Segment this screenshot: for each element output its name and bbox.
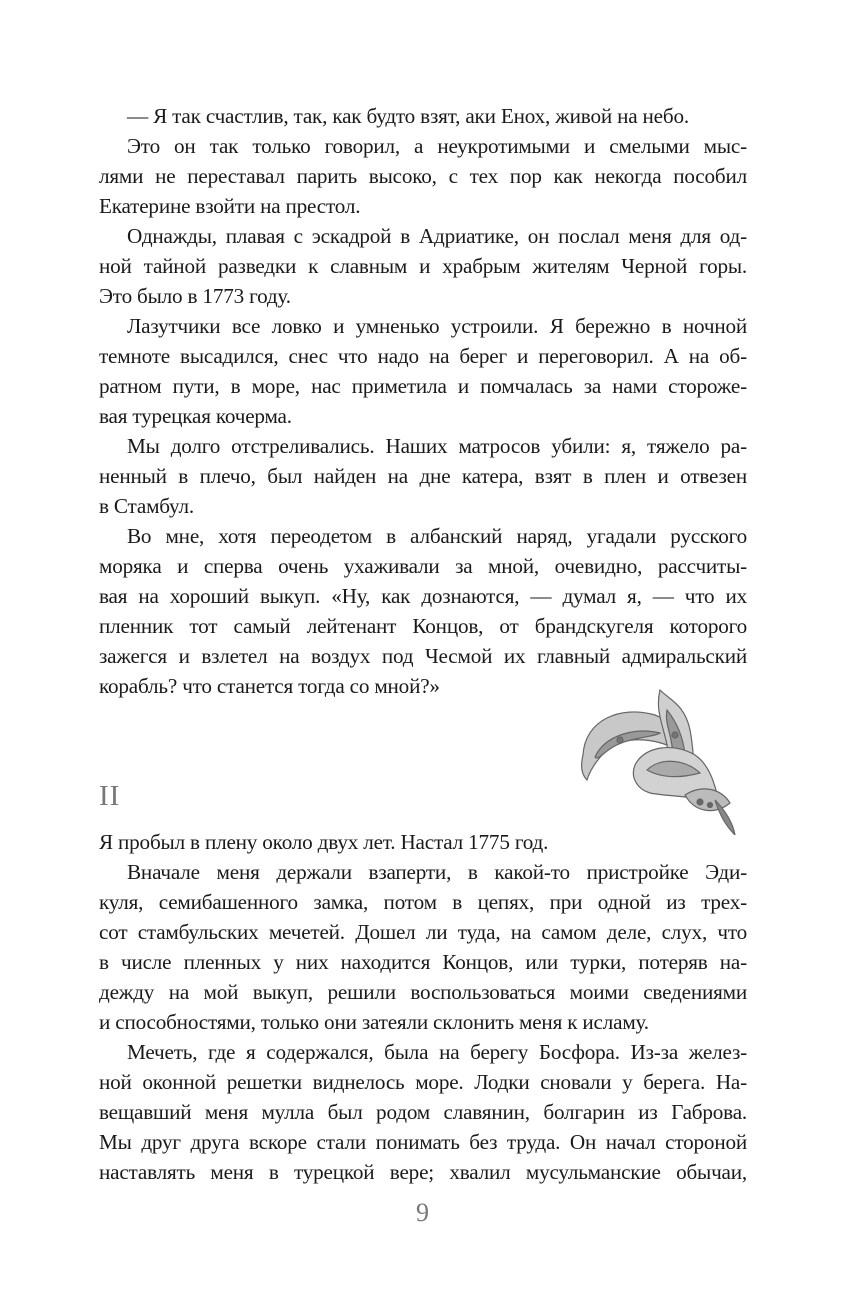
text-line: корабль? что станется тогда со мной?»	[99, 674, 440, 698]
text-line: в числе пленных у них находится Концов, или турки, потеряв на-	[99, 950, 747, 974]
text-line: в Стамбул.	[99, 494, 194, 518]
text-line: Мы долго отстреливались. Наших матросов убили: я, тяжело ра-	[127, 434, 747, 458]
text-line: и способностями, только они затеяли склонить меня к исламу.	[99, 1010, 649, 1034]
text-line: ратном пути, в море, нас приметила и помчалась за нами стороже-	[99, 374, 747, 398]
page-number: 9	[416, 1198, 429, 1227]
paragraph	[99, 857, 747, 1037]
paisley-ornament-icon	[575, 685, 745, 835]
paragraph	[99, 221, 747, 311]
text-line: ненный в плечо, был найден на дне катера, взят в плен и отвезен	[99, 464, 747, 488]
text-line: зажегся и взлетел на воздух под Чесмой их главный адмиральский	[99, 644, 747, 668]
text-line: Это было в 1773 году.	[99, 284, 291, 308]
text-line: моряка и сперва очень ухаживали за мной, очевидно, рассчиты-	[99, 554, 747, 578]
text-line: Лазутчики все ловко и умненько устроили. Я бережно в ночной	[127, 314, 747, 338]
paragraph	[99, 431, 747, 521]
text-line: сот стамбульских мечетей. Дошел ли туда, на самом деле, слух, что	[99, 920, 747, 944]
text-line: вещавший меня мулла был родом славянин, болгарин из Габрова.	[99, 1100, 747, 1124]
text-line: дежду на мой выкуп, решили воспользоваться моими сведениями	[99, 980, 747, 1004]
paragraph	[99, 101, 747, 131]
paragraph	[99, 311, 747, 431]
text-line: куля, семибашенного замка, потом в цепях, при одной из трех-	[99, 890, 747, 914]
text-line: вая на хороший выкуп. «Ну, как дознаются, — думал я, — что их	[99, 584, 747, 608]
paragraph	[99, 827, 747, 857]
text-line: Вначале меня держали взаперти, в какой-то пристройке Эди-	[127, 860, 747, 884]
text-line: наставлять меня в турецкой вере; хвалил мусульманские обычаи,	[99, 1160, 747, 1184]
text-line: лями не переставал парить высоко, с тех пор как некогда пособил	[99, 164, 747, 188]
text-line: ной оконной решетки виднелось море. Лодки сновали у берега. На-	[99, 1070, 747, 1094]
text-line: Мы друг друга вскоре стали понимать без труда. Он начал стороной	[99, 1130, 747, 1154]
text-line: Это он так только говорил, а неукротимыми и смелыми мыс-	[127, 134, 747, 158]
chapter-heading: II	[99, 780, 121, 812]
text-line: пленник тот самый лейтенант Концов, от брандскугеля которого	[99, 614, 747, 638]
paragraph	[99, 1037, 747, 1187]
text-line: вая турецкая кочерма.	[99, 404, 292, 428]
text-section-2	[99, 827, 747, 1187]
text-line: темноте высадился, снес что надо на берег и переговорил. А на об-	[99, 344, 747, 368]
text-line: — Я так счастлив, так, как будто взят, аки Енох, живой на небо.	[127, 104, 689, 128]
text-line: Мечеть, где я содержался, была на берегу Босфора. Из-за желез-	[127, 1040, 747, 1064]
text-line: Во мне, хотя переодетом в албанский наряд, угадали русского	[127, 524, 747, 548]
text-line: Однажды, плавая с эскадрой в Адриатике, он послал меня для од-	[127, 224, 747, 248]
text-section-1	[99, 101, 747, 701]
paragraph	[99, 521, 747, 701]
paragraph	[99, 131, 747, 221]
text-line: ной тайной разведки к славным и храбрым жителям Черной горы.	[99, 254, 747, 278]
text-line: Я пробыл в плену около двух лет. Настал 1775 год.	[99, 830, 549, 854]
text-line: Екатерине взойти на престол.	[99, 194, 361, 218]
